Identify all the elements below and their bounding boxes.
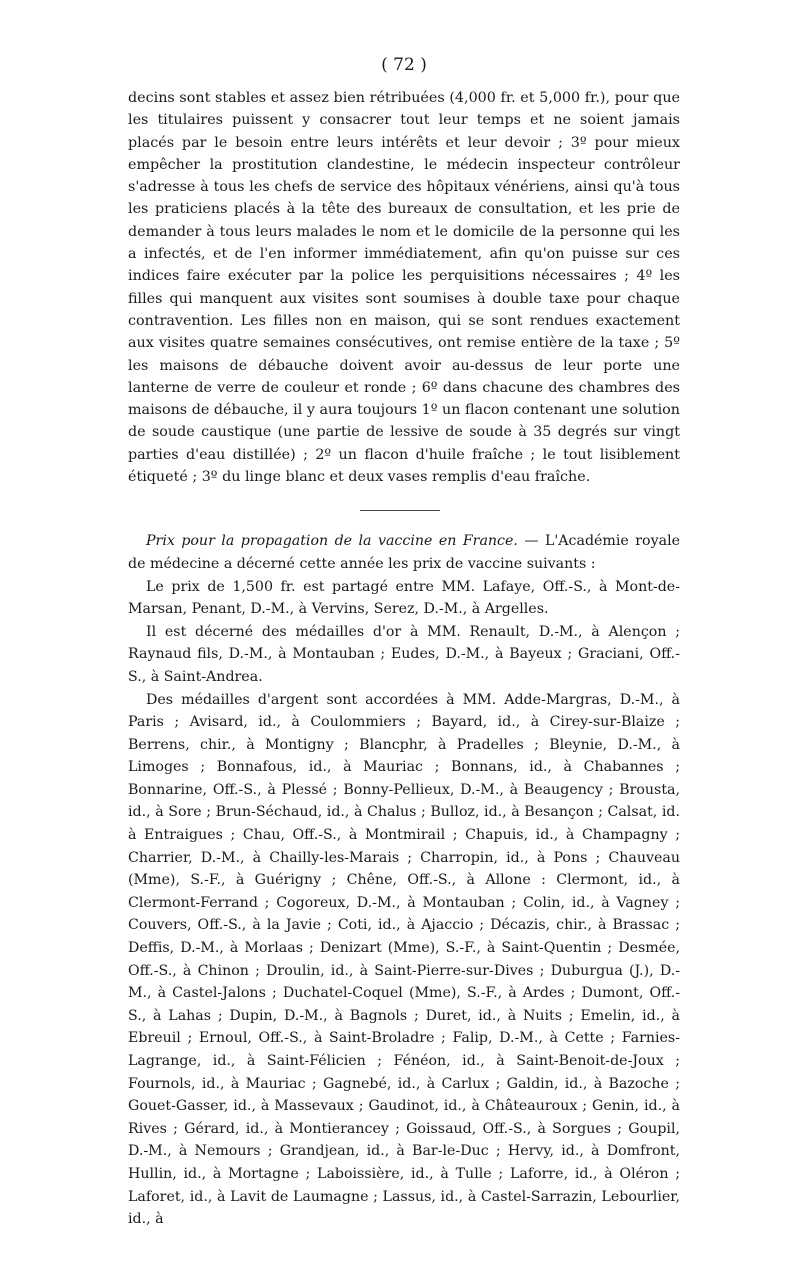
prize-paragraph-1: Le prix de 1,500 fr. est partagé entre MM. Lafaye, Off.-S., à Mont-de-Marsan, Penant, D.-M., à Vervins, Serez, D.-M., à Argelles. xyxy=(128,578,680,618)
section-divider xyxy=(360,510,440,511)
section-intro: — L'Académie royale de médecine a décerné cette année les prix de vaccine suivants : xyxy=(128,533,680,572)
document-page xyxy=(128,52,680,1231)
vaccine-prize-intro xyxy=(128,530,680,575)
section-divider-area xyxy=(128,488,680,530)
section-title: Prix pour la propagation de la vaccine en France. xyxy=(146,533,518,550)
page-number: ( 72 ) xyxy=(381,55,427,75)
regulation-paragraph: decins sont stables et assez bien rétribuées (4,000 fr. et 5,000 fr.), pour que les titulaires puissent y consacrer tout leur temps et ne soient jamais placés par le besoin entre leurs intérêts et leur devoir ; 3º pour mieux empêcher la prostitution clandestine, le médecin inspecteur contrôleur s'adresse à tous les chefs de service des hôpitaux vénériens, ainsi qu'à tous les praticiens placés à la tête des bureaux de consultation, et les prie de demander à tous leurs malades le nom et le domicile de la personne qui les a infectés, et de l'en informer immédiatement, afin qu'on puisse sur ces indices faire exécuter par la police les perquisitions nécessaires ; 4º les filles qui manquent aux visites sont soumises à double taxe pour chaque contravention. Les filles non en maison, qui se sont rendues exactement aux visites quatre semaines consécutives, ont remise entière de la taxe ; 5º les maisons de débauche doivent avoir au-dessus de leur porte une lanterne de verre de couleur et ronde ; 6º dans chacune des chambres des maisons de débauche, il y aura toujours 1º un flacon contenant une solution de soude caustique (une partie de lessive de soude à 35 degrés sur vingt parties d'eau distillée) ; 2º un flacon d'huile fraîche ; le tout lisiblement étiqueté ; 3º du linge blanc et deux vases remplis d'eau fraîche. xyxy=(128,90,680,486)
prize-paragraph-2: Il est décerné des médailles d'or à MM. Renault, D.-M., à Alençon ; Raynaud fils, D.-M., à Montauban ; Eudes, D.-M., à Bayeux ; Graciani, Off.-S., à Saint-Andrea. xyxy=(128,623,680,685)
prize-paragraph-3: Des médailles d'argent sont accordées à MM. Adde-Margras, D.-M., à Paris ; Avisard, id., à Coulommiers ; Bayard, id., à Cirey-sur-Blaize ; Berrens, chir., à Montigny ; Blancphr, à Pradelles ; Bleynie, D.-M., à Limoges ; Bonnafous, id., à Mauriac ; Bonnans, id., à Chabannes ; Bonnarine, Off.-S., à Plessé ; Bonny-Pellieux, D.-M., à Beaugency ; Brousta, id., à Sore ; Brun-Séchaud, id., à Chalus ; Bulloz, id., à Besançon ; Calsat, id. à Entraigues ; Chau, Off.-S., à Montmirail ; Chapuis, id., à Champagny ; Charrier, D.-M., à Chailly-les-Marais ; Charropin, id., à Pons ; Chauveau (Mme), S.-F., à Guérigny ; Chêne, Off.-S., à Allone : Clermont, id., à Clermont-Ferrand ; Cogoreux, D.-M., à Montauban ; Colin, id., à Vagney ; Couvers, Off.-S., à la Javie ; Coti, id., à Ajaccio ; Décazis, chir., à Brassac ; Deffis, D.-M., à Morlaas ; Denizart (Mme), S.-F., à Saint-Quentin ; Desmée, Off.-S., à Chinon ; Droulin, id., à Saint-Pierre-sur-Dives ; Duburgua (J.), D.-M., à Castel-Jalons ; Duchatel-Coquel (Mme), S.-F., à Ardes ; Dumont, Off.-S., à Lahas ; Dupin, D.-M., à Bagnols ; Duret, id., à Nuits ; Emelin, id., à Ebreuil ; Ernoul, Off.-S., à Saint-Broladre ; Falip, D.-M., à Cette ; Farnies-Lagrange, id., à Saint-Félicien ; Fénéon, id., à Saint-Benoit-de-Joux ; Fournols, id., à Mauriac ; Gagnebé, id., à Carlux ; Galdin, id., à Bazoche ; Gouet-Gasser, id., à Massevaux ; Gaudinot, id., à Châteauroux ; Genin, id., à Rives ; Gérard, id., à Montierancey ; Goissaud, Off.-S., à Sorgues ; Goupil, D.-M., à Nemours ; Grandjean, id., à Bar-le-Duc ; Hervy, id., à Domfront, Hullin, id., à Mortagne ; Laboissière, id., à Tulle ; Laforre, id., à Oléron ; Laforet, id., à Lavit de Laumagne ; Lassus, id., à Castel-Sarrazin, Lebourlier, id., à xyxy=(128,691,680,1228)
